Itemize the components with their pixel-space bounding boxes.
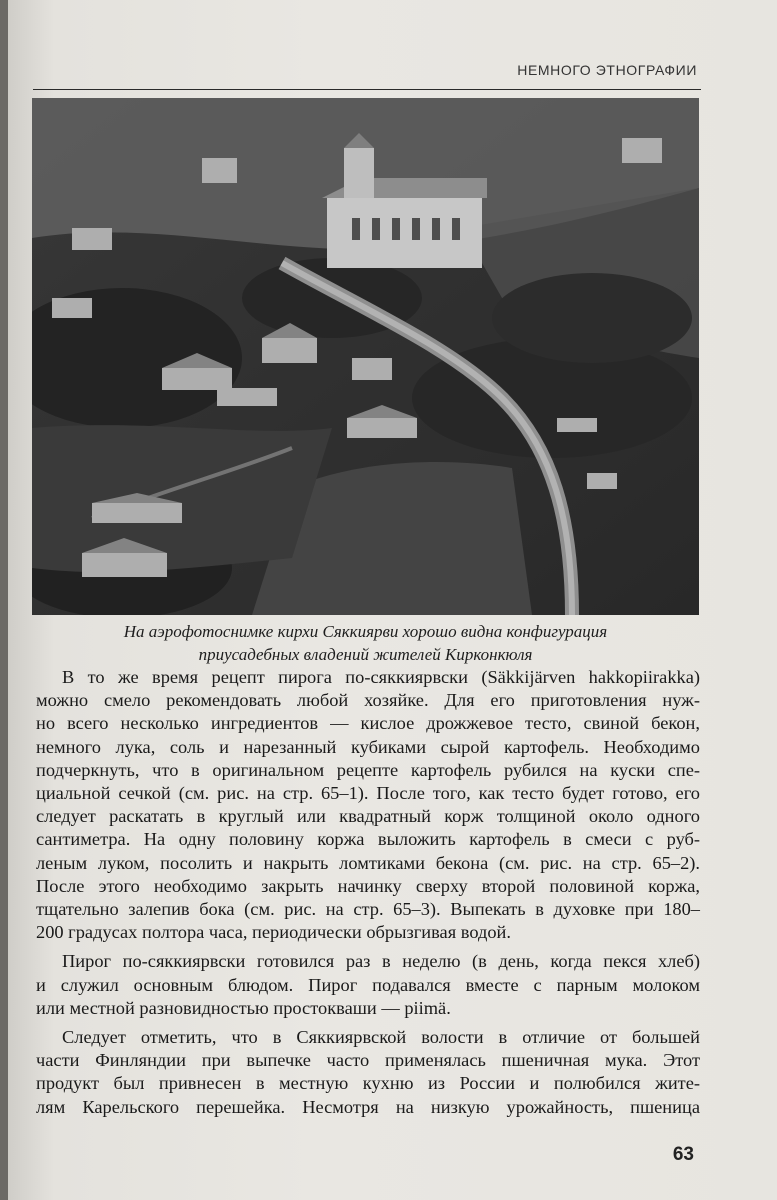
- text-line: продукт был привнесен в местную кухню из России и полюбился жите-: [36, 1073, 700, 1094]
- body-text: [36, 666, 700, 1119]
- text-line: циальной сечкой (см. рис. на стр. 65–1). После того, как тесто будет готово, его: [36, 783, 700, 804]
- text-line: немного лука, соль и нарезанный кубиками сырой картофель. Необходимо: [36, 736, 700, 757]
- photo-caption: [32, 620, 699, 666]
- text-line: После этого необходимо закрыть начинку сверху второй половиной коржа,: [36, 875, 700, 896]
- text-line: Следует отметить, что в Сяккиярвской волости в отличие от большей: [62, 1027, 700, 1048]
- text-line: сантиметра. На одну половину коржа выложить картофель в смеси с руб-: [36, 829, 700, 850]
- text-line: или местной разновидностью простокваши — piimä.: [36, 997, 451, 1018]
- text-line: можно смело рекомендовать любой хозяйке. Для его приготовления нуж-: [36, 690, 700, 711]
- text-line: и служил основным блюдом. Пирог подавался вместе с парным молоком: [36, 974, 700, 995]
- page-number: 63: [672, 1144, 694, 1165]
- running-head: НЕМНОГО ЭТНОГРАФИИ: [517, 62, 697, 78]
- book-page: [8, 0, 777, 1200]
- header-rule: [33, 89, 701, 90]
- text-line: части Финляндии при выпечке часто применялась пшеничная мука. Этот: [36, 1050, 700, 1071]
- caption-line-1: На аэрофотоснимке кирхи Сяккиярви хорошо видна конфигурация: [123, 622, 608, 641]
- paragraph-3: [36, 1026, 700, 1119]
- aerial-photo: [32, 98, 699, 615]
- text-line: тщательно залепив бока (см. рис. на стр. 65–3). Выпекать в духовке при 180–: [36, 899, 700, 920]
- text-line: следует раскатать в круглый или квадратный корж толщиной около одного: [36, 806, 700, 827]
- text-line: подчеркнуть, что в оригинальном рецепте картофель рубился на куски спе-: [36, 759, 700, 780]
- aerial-photo-graphic: [32, 98, 699, 615]
- text-line: но всего несколько ингредиентов — кислое дрожжевое тесто, свиной бекон,: [36, 713, 700, 734]
- caption-line-2: приусадебных владений жителей Кирконкюля: [198, 645, 533, 664]
- paragraph-1: [36, 666, 700, 944]
- text-line: леным луком, посолить и накрыть ломтиками бекона (см. рис. на стр. 65–2).: [36, 852, 700, 873]
- text-line: лям Карельского перешейка. Несмотря на низкую урожайность, пшеница: [36, 1096, 700, 1117]
- text-line: В то же время рецепт пирога по-сяккиярвски (Säkkijärven hakkopiirakka): [62, 667, 700, 687]
- paragraph-2: [36, 950, 700, 1020]
- text-line: 200 градусах полтора часа, периодически обрызгивая водой.: [36, 922, 511, 943]
- text-line: Пирог по-сяккиярвски готовился раз в неделю (в день, когда пекся хлеб): [62, 951, 700, 972]
